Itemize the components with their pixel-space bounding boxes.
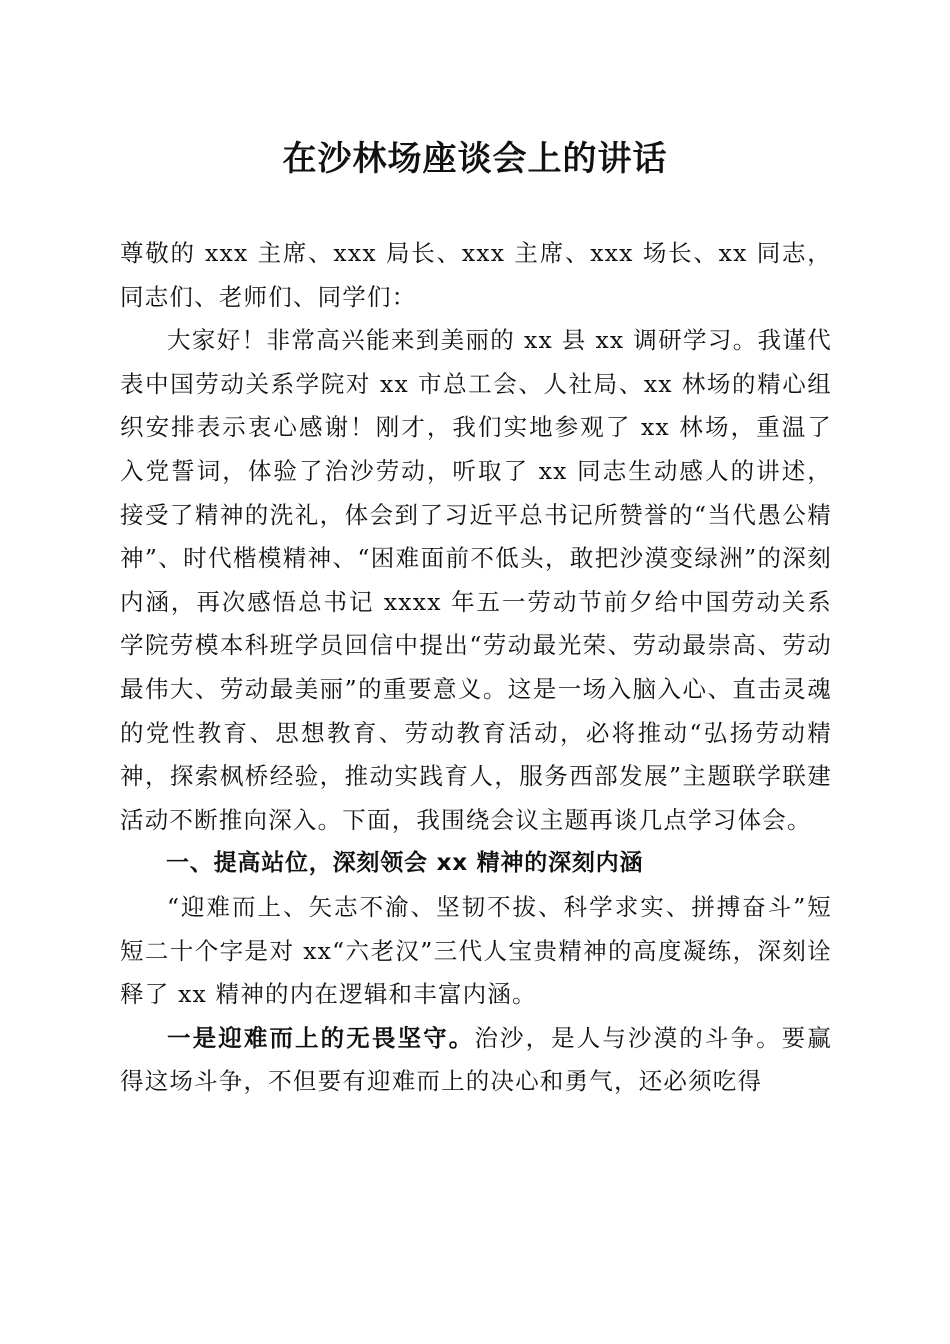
spirit-summary-paragraph: “迎难而上、矢志不渝、坚韧不拔、科学求实、拼搏奋斗”短短二十个字是对 xx“六老汉”三代人宝贵精神的高度凝练，深刻诠释了 xx 精神的内在逻辑和丰富内涵。 <box>120 892 832 1009</box>
opening-paragraph: 大家好！非常高兴能来到美丽的 xx 县 xx 调研学习。我谨代表中国劳动关系学院对 xx 市总工会、人社局、xx 林场的精心组织安排表示衷心感谢！刚才，我们实地参观了 xx 林场，重温了入党誓词，体验了治沙劳动，听取了 xx 同志生动感人的讲述，接受了精神的洗礼，体会到了习近平总书记所赞誉的“当代愚公精神”、时代楷模精神、“困难面前不低头，敢把沙漠变绿洲”的深刻内涵，再次感悟总书记 xxxx 年五一劳动节前夕给中国劳动关系学院劳模本科班学员回信中提出“劳动最光荣、劳动最崇高、劳动最伟大、劳动最美丽”的重要意义。这是一场入脑入心、直击灵魂的党性教育、思想教育、劳动教育活动，必将推动“弘扬劳动精神，探索枫桥经验，推动实践育人，服务西部发展”主题联学联建活动不断推向深入。下面，我围绕会议主题再谈几点学习体会。 <box>120 326 832 834</box>
point-one-lead: 一是迎难而上的无畏坚守。 <box>167 1023 475 1052</box>
document-title: 在沙林场座谈会上的讲话 <box>282 139 668 179</box>
document-body <box>120 232 832 1104</box>
point-one-paragraph <box>120 1017 832 1104</box>
salutation-paragraph: 尊敬的 xxx 主席、xxx 局长、xxx 主席、xxx 场长、xx 同志，同志们、老师们、同学们： <box>120 239 832 311</box>
section-heading: 一、提高站位，深刻领会 xx 精神的深刻内涵 <box>166 850 644 877</box>
point-one-text: 治沙，是人与沙漠的斗争。要赢得这场斗争，不但要有迎难而上的决心和勇气，还必须吃得 <box>120 1023 832 1096</box>
